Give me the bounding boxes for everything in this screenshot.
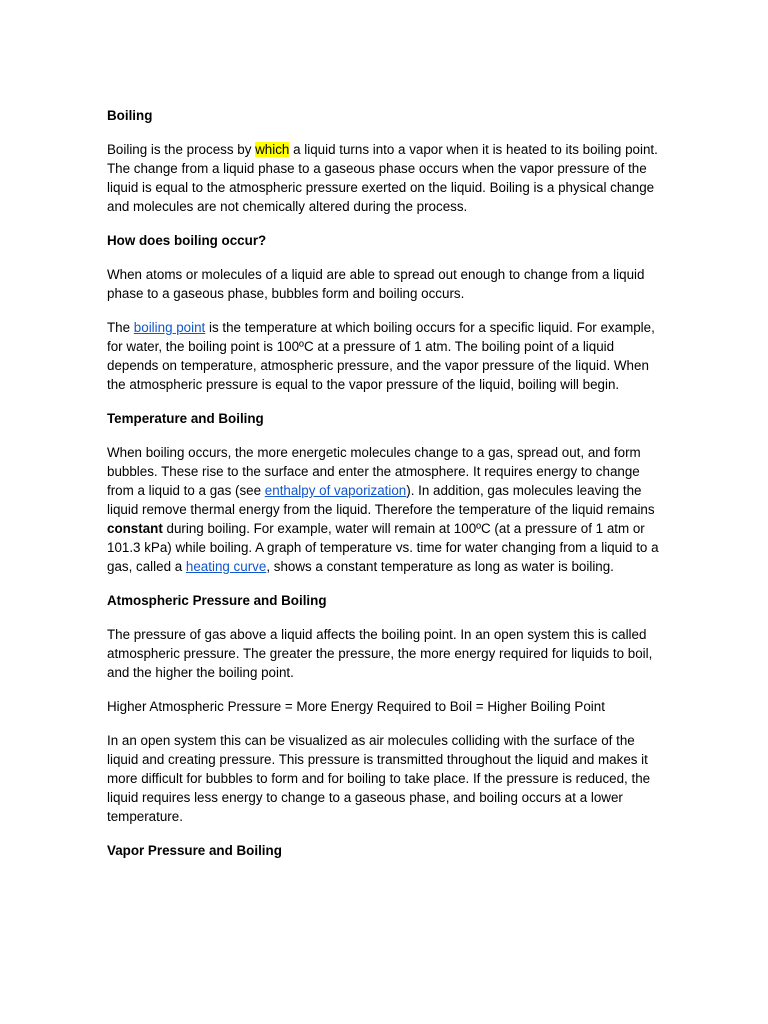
text-run: The [107,320,134,335]
paragraph-pressure-equation: Higher Atmospheric Pressure = More Energy Required to Boil = Higher Boiling Point [107,699,605,714]
paragraph-atmospheric-pressure: The pressure of gas above a liquid affects the boiling point. In an open system this is called atmospheric pressure. The greater the pressure, the more energy required for liquids to boil, and the higher the boiling point. [107,627,653,680]
link-enthalpy-of-vaporization[interactable]: enthalpy of vaporization [264,483,407,498]
text-run: Boiling is the process by [107,142,256,157]
heading-boiling: Boiling [107,108,153,123]
paragraph-bubbles-form: When atoms or molecules of a liquid are able to spread out enough to change from a liquid phase to a gaseous phase, bubbles form and boiling occurs. [107,267,645,301]
heading-vapor-pressure-and-boiling: Vapor Pressure and Boiling [107,843,282,858]
text-run: is the temperature at which boiling occurs for a specific liquid. For example, for water, the boiling point is 100ºC at a pressure of 1 atm. The boiling point of a liquid depends on temperature, atmospheric pressure, and the vapor pressure of the liquid. When the atmospheric pressure is equal to the vapor pressure of the liquid, boiling will begin. [107,320,655,392]
text-run: , shows a constant temperature as long as water is boiling. [266,559,614,574]
link-boiling-point[interactable]: boiling point [133,320,206,335]
bold-word-constant: constant [107,521,163,536]
paragraph-temperature [107,443,663,576]
paragraph-boiling-definition [107,140,663,216]
text-run: ). In addition, gas molecules leaving the liquid remove thermal energy from the liquid. Therefore the temperature of the liquid remains [107,483,655,517]
text-run: a liquid turns into a vapor when it is heated to its boiling point. The change from a liquid phase to a gaseous phase occurs when the vapor pressure of the liquid is equal to the atmospheric pressure exerted on the liquid. Boiling is a physical change and molecules are not chemically altered during the process. [107,142,658,214]
paragraph-open-system: In an open system this can be visualized as air molecules colliding with the surface of the liquid and creating pressure. This pressure is transmitted throughout the liquid and makes it more difficult for bubbles to form and for boiling to take place. If the pressure is reduced, the liquid requires less energy to change to a gaseous phase, and boiling occurs at a lower temperature. [107,733,651,824]
text-run: When boiling occurs, the more energetic molecules change to a gas, spread out, and form bubbles. These rise to the surface and enter the atmosphere. It requires energy to change from a liquid to a gas (see [107,445,641,498]
link-heating-curve[interactable]: heating curve [185,559,267,574]
heading-how-boiling-occurs: How does boiling occur? [107,233,267,248]
heading-atmospheric-pressure-and-boiling: Atmospheric Pressure and Boiling [107,593,327,608]
document-page [107,106,663,875]
text-run: during boiling. For example, water will remain at 100ºC (at a pressure of 1 atm or 101.3 kPa) while boiling. A graph of temperature vs. time for water changing from a liquid to a gas, called a [107,521,659,574]
paragraph-boiling-point [107,318,663,394]
highlighted-word: which [255,142,290,157]
heading-temperature-and-boiling: Temperature and Boiling [107,411,264,426]
